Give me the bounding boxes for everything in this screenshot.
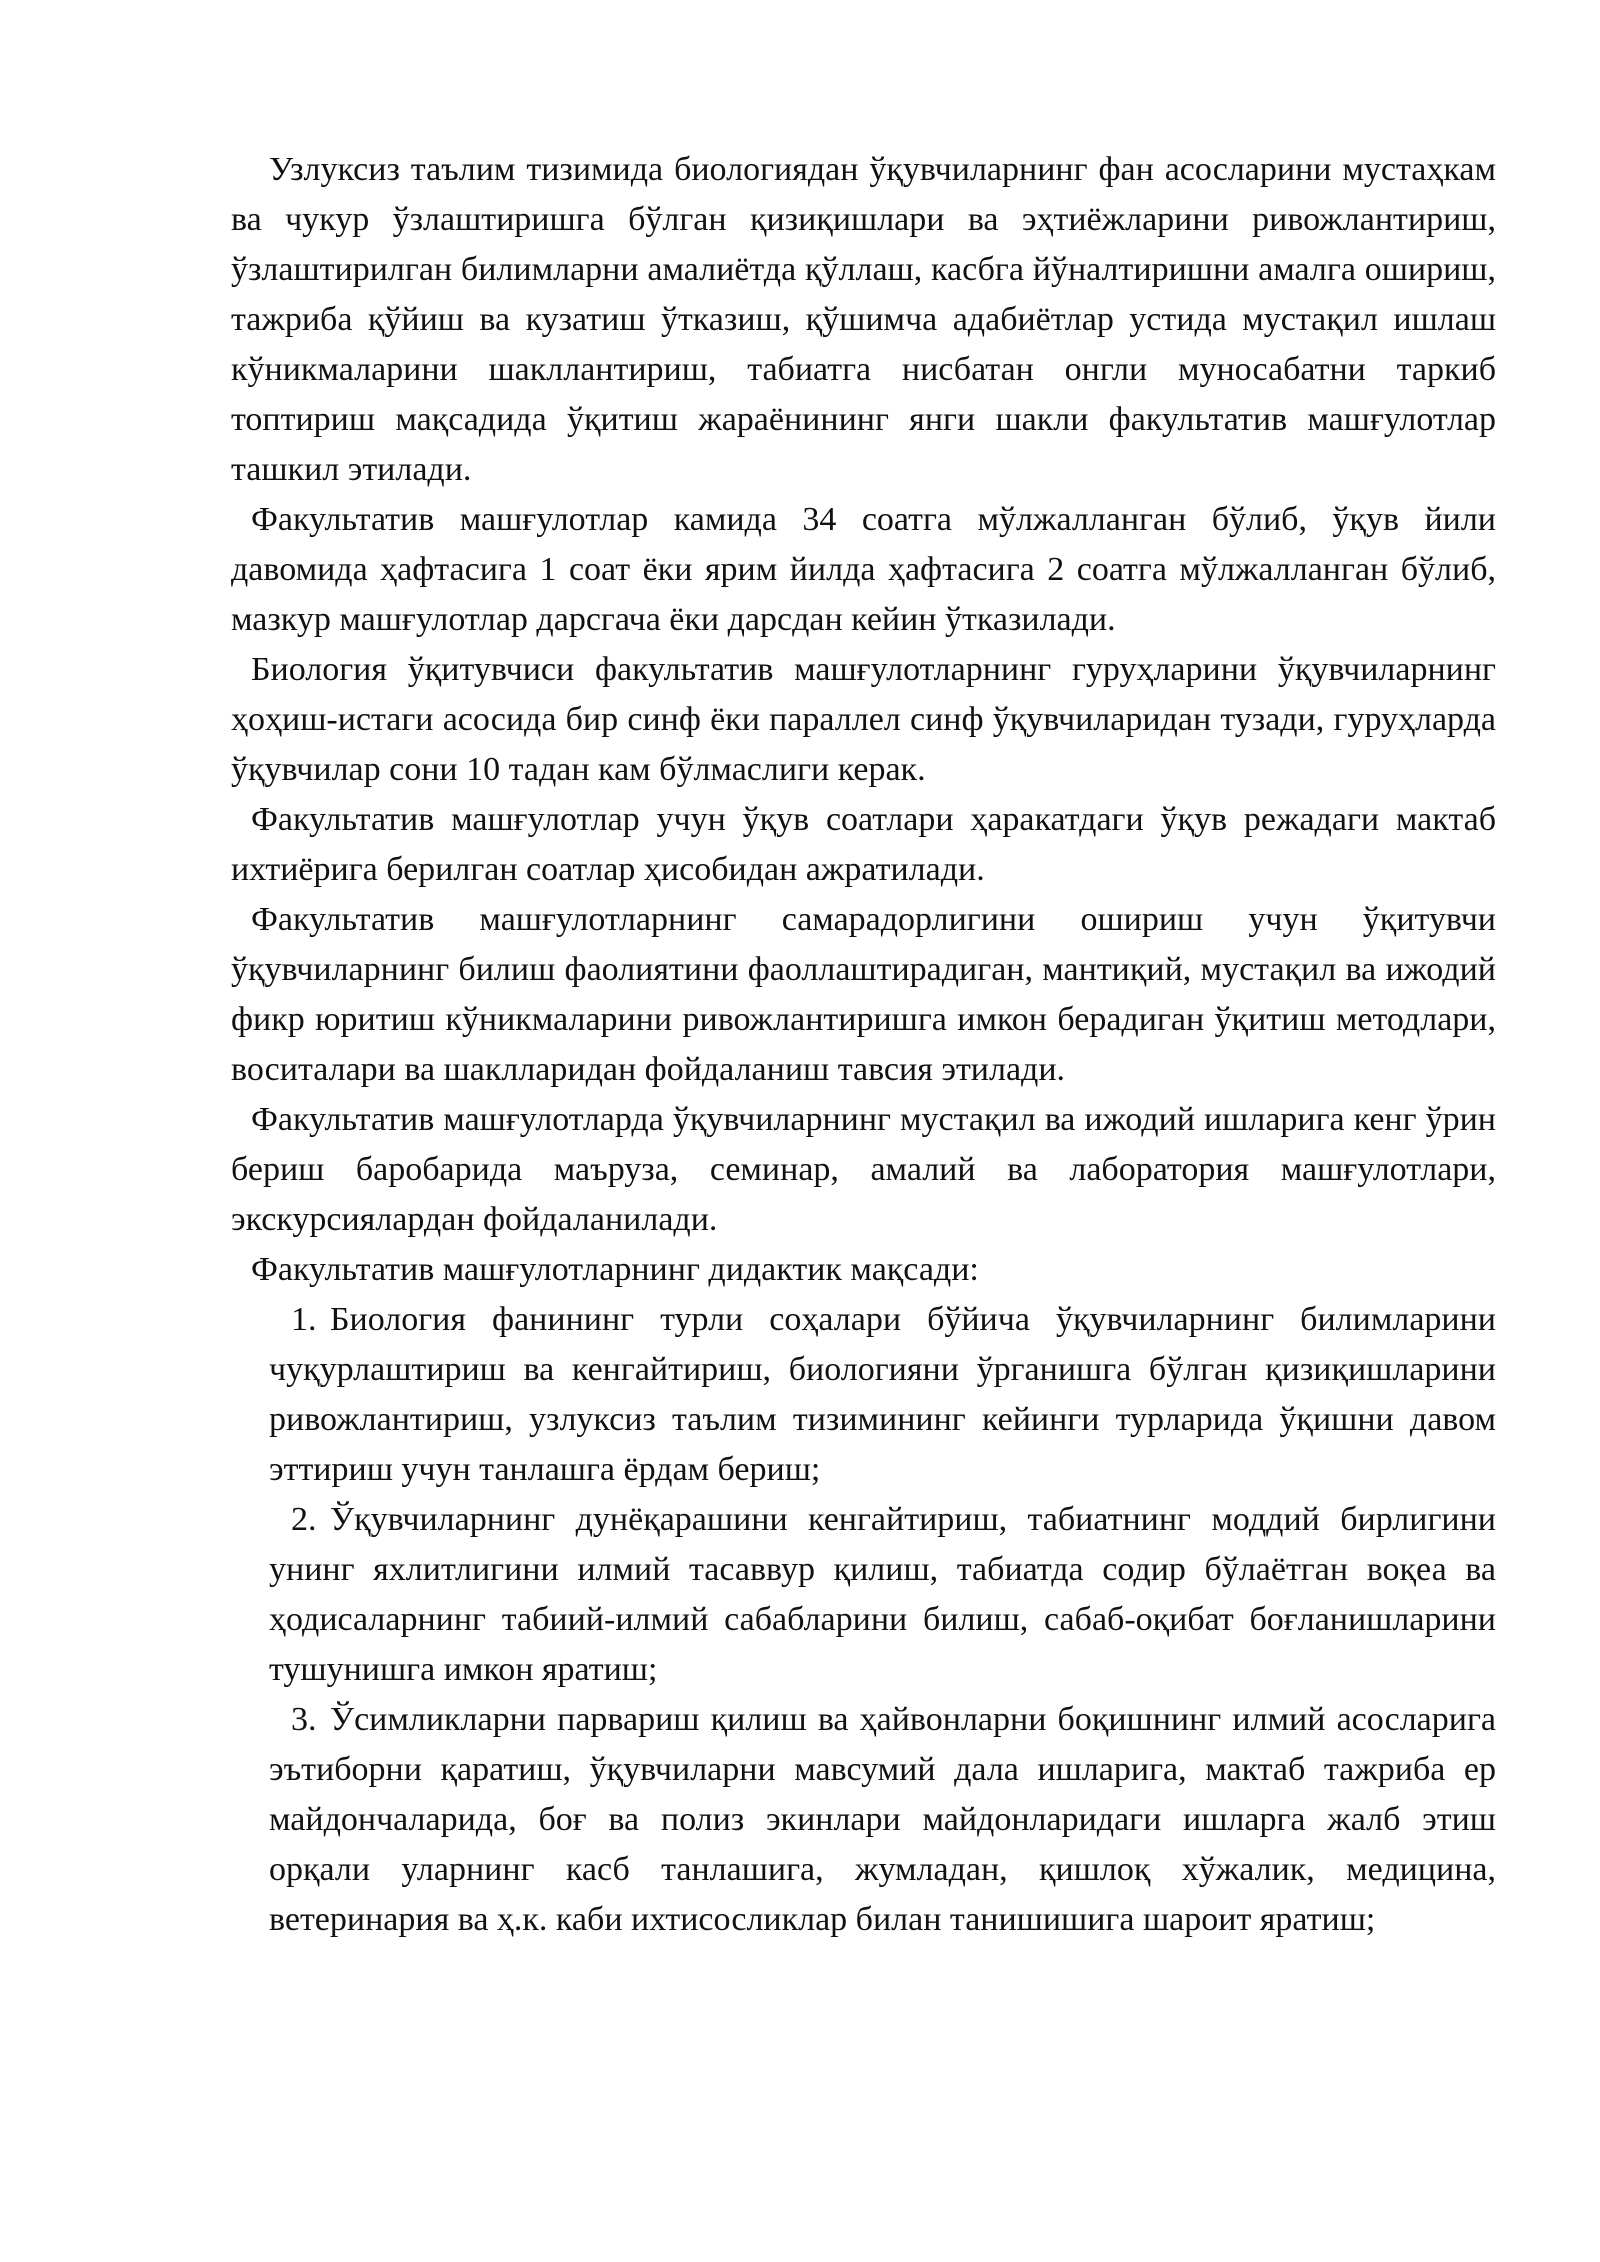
paragraph-groups: Биология ўқитувчиси факультатив машғулотларнинг гуруҳларини ўқувчиларнинг ҳоҳиш-истаги асосида бир синф ёки параллел синф ўқувчиларидан тузади, гуруҳларда ўқувчилар сони 10 тадан кам бўлмаслиги керак.	[231, 651, 1496, 788]
list-item-text: Ўсимликларни парвариш қилиш ва ҳайвонларни боқишнинг илмий асосларига эътиборни қаратиш, ўқувчиларни мавсумий дала ишларига, мактаб тажриба ер майдончаларида, боғ ва полиз экинлари майдонларидаги ишларга жалб этиш орқали уларнинг касб танлашига, жумладан, қишлоқ хўжалик, медицина, ветеринария ва ҳ.к. каби ихтисосликлар билан танишишига шароит яратиш;	[269, 1701, 1496, 1938]
list-item-number: 2.	[291, 1501, 317, 1538]
list-item	[231, 1495, 1496, 1695]
list-item	[231, 1695, 1496, 1945]
document-body	[231, 145, 1496, 1945]
paragraph-study-hours: Факультатив машғулотлар учун ўқув соатлари ҳаракатдаги ўқув режадаги мактаб ихтиёрига берилган соатлар ҳисобидан ажратилади.	[231, 801, 1496, 888]
list-item-text: Ўқувчиларнинг дунёқарашини кенгайтириш, табиатнинг моддий бирлигини унинг яхлитлигини илмий тасаввур қилиш, табиатда содир бўлаётган воқеа ва ҳодисаларнинг табиий-илмий сабабларини билиш, сабаб-оқибат боғланишларини тушунишга имкон яратиш;	[269, 1501, 1496, 1688]
paragraph-methods: Факультатив машғулотларнинг самарадорлигини ошириш учун ўқитувчи ўқувчиларнинг билиш фаолиятини фаоллаштирадиган, мантиқий, мустақил ва ижодий фикр юритиш кўникмаларини ривожлантиришга имкон берадиган ўқитиш методлари, воситалари ва шаклларидан фойдаланиш тавсия этилади.	[231, 901, 1496, 1088]
paragraph-goals-heading: Факультатив машғулотларнинг дидактик мақсади:	[251, 1251, 979, 1288]
list-item	[231, 1295, 1496, 1495]
goals-list	[231, 1295, 1496, 1945]
list-item-text: Биология фанининг турли соҳалари бўйича ўқувчиларнинг билимларини чуқурлаштириш ва кенгайтириш, биологияни ўрганишга бўлган қизиқишларини ривожлантириш, узлуксиз таълим тизимининг кейинги турларида ўқишни давом эттириш учун танлашга ёрдам бериш;	[269, 1301, 1496, 1488]
paragraph-hours: Факультатив машғулотлар камида 34 соатга мўлжалланган бўлиб, ўқув йили давомида ҳафтасига 1 соат ёки ярим йилда ҳафтасига 2 соатга мўлжалланган бўлиб, мазкур машғулотлар дарсгача ёки дарсдан кейин ўтказилади.	[231, 501, 1496, 638]
list-item-number: 3.	[291, 1701, 317, 1738]
list-item-number: 1.	[291, 1301, 317, 1338]
paragraph-forms: Факультатив машғулотларда ўқувчиларнинг мустақил ва ижодий ишларига кенг ўрин бериш баробарида маъруза, семинар, амалий ва лаборатория машғулотлари, экскурсиялардан фойдаланилади.	[231, 1101, 1496, 1238]
paragraph-intro: Узлуксиз таълим тизимида биологиядан ўқувчиларнинг фан асосларини мустаҳкам ва чукур ўзлаштиришга бўлган қизиқишлари ва эҳтиёжларини ривожлантириш, ўзлаштирилган билимларни амалиётда қўллаш, касбга йўналтиришни амалга ошириш, тажриба қўйиш ва кузатиш ўтказиш, қўшимча адабиётлар устида мустақил ишлаш кўникмаларини шакллантириш, табиатга нисбатан онгли муносабатни таркиб топтириш мақсадида ўқитиш жараёнининг янги шакли факультатив машғулотлар ташкил этилади.	[231, 151, 1496, 488]
